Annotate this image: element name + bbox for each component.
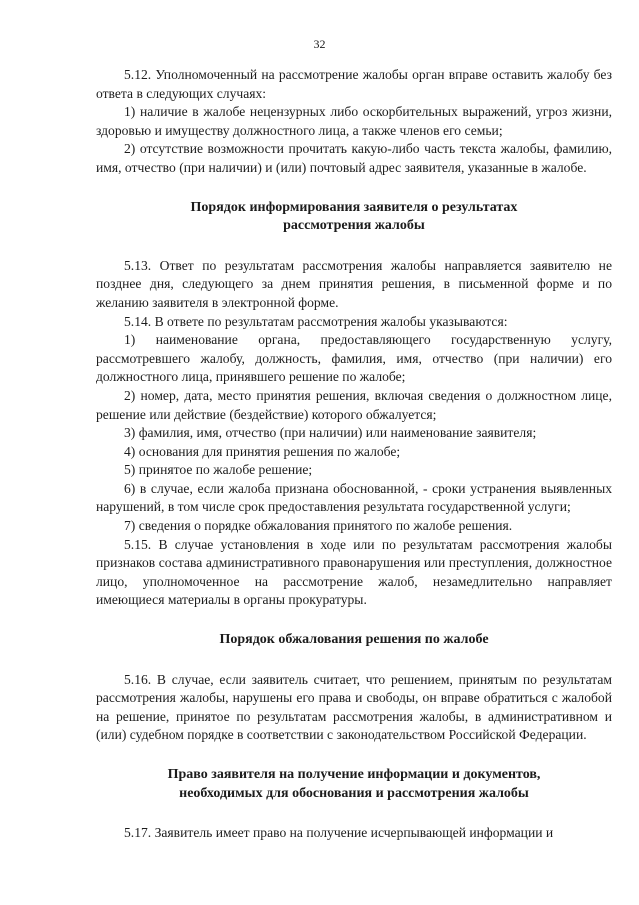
- section-heading-line: Право заявителя на получение информации и документов,: [167, 767, 541, 782]
- page-number: 32: [313, 37, 326, 51]
- paragraph: 5.14. В ответе по результатам рассмотрения жалобы указываются:: [124, 313, 508, 329]
- paragraph: 5.13. Ответ по результатам рассмотрения жалобы направляется заявителю не позднее дня, следующего за днем принятия решения, в письменной форме и по желанию заявителя в электронной форме.: [96, 257, 612, 310]
- paragraph: 3) фамилия, имя, отчество (при наличии) или наименование заявителя;: [124, 425, 537, 441]
- paragraph: 4) основания для принятия решения по жалобе;: [124, 443, 401, 459]
- paragraph: 2) отсутствие возможности прочитать какую-либо часть текста жалобы, фамилию, имя, отчество (при наличии) и (или) почтовый адрес заявителя, указанные в жалобе.: [96, 141, 612, 175]
- paragraph: 5.16. В случае, если заявитель считает, что решением, принятым по результатам рассмотрения жалобы, нарушены его права и свободы, он вправе обратиться с жалобой на решение, принятое по результатам рассмотрения жалобы, в административном и (или) судебном порядке в соответствии с законодательством Российской Федерации.: [96, 671, 612, 743]
- section-heading: [96, 631, 612, 650]
- paragraph: 7) сведения о порядке обжалования принятого по жалобе решения.: [124, 518, 513, 534]
- section-heading-line: рассмотрения жалобы: [283, 218, 425, 234]
- section-heading-line: необходимых для обоснования и рассмотрения жалобы: [179, 785, 529, 801]
- section-heading: [96, 766, 612, 803]
- section-heading: [96, 199, 612, 236]
- paragraph: 1) наличие в жалобе нецензурных либо оскорбительных выражений, угроз жизни, здоровью и имуществу должностного лица, а также членов его семьи;: [96, 104, 612, 138]
- document-body: [96, 66, 612, 843]
- paragraph: 1) наименование органа, предоставляющего государственную услугу, рассмотревшего жалобу, должность, фамилия, имя, отчество (при наличии) его должностного лица, принявшего решение по жалобе;: [96, 332, 612, 385]
- paragraph: 5.17. Заявитель имеет право на получение исчерпывающей информации и: [124, 825, 554, 841]
- paragraph: 6) в случае, если жалоба признана обоснованной, - сроки устранения выявленных нарушений, в том числе срок предоставления результата государственной услуги;: [96, 480, 612, 515]
- paragraph: 5.15. В случае установления в ходе или по результатам рассмотрения жалобы признаков состава административного правонарушения или преступления, должностное лицо, уполномоченное на рассмотрение жалоб, незамедлительно направляет имеющиеся материалы в органы прокуратуры.: [96, 536, 612, 608]
- section-heading-line: Порядок обжалования решения по жалобе: [219, 632, 489, 648]
- paragraph: 2) номер, дата, место принятия решения, включая сведения о должностном лице, решение или действие (бездействие) которого обжалуется;: [96, 387, 612, 422]
- section-heading-line: Порядок информирования заявителя о результатах: [190, 199, 518, 215]
- paragraph: 5) принятое по жалобе решение;: [124, 462, 313, 478]
- paragraph: 5.12. Уполномоченный на рассмотрение жалобы орган вправе оставить жалобу без ответа в следующих случаях:: [96, 67, 612, 101]
